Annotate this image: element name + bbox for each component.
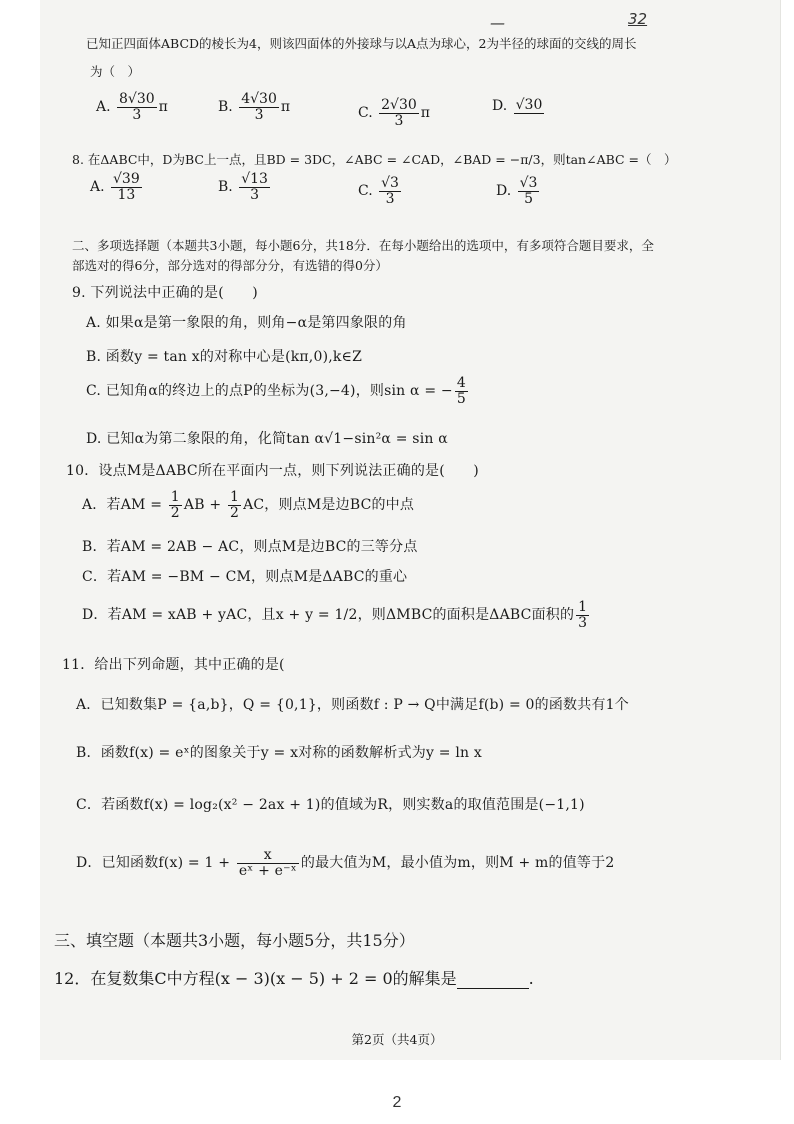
q9-option-c: C. 已知角α的终边上的点P的坐标为(3,−4)，则sin α = − $\frac{4}{5}$ (86, 375, 466, 407)
q12-stem: 12．在复数集C中方程(x − 3)(x − 5) + 2 = 0的解集是 . (54, 969, 534, 988)
q8-stem: 8. 在ΔABC中，D为BC上一点，且BD = 3DC，∠ABC = ∠CAD，∠BAD = −π/3，则tan∠ABC =（ ） (72, 152, 677, 167)
q11-option-d: D．已知函数f(x) = 1 + $\frac{x}{\text{eˣ + e⁻ˣ}}$ 的最大值为M，最小值为m，则M + m的值等于2 (76, 847, 615, 879)
q8-option-a: A. $\frac{√39}{13}$ (90, 171, 140, 203)
q7-option-c: C. $\frac{2√30}{3}$ π (358, 97, 430, 129)
q9-option-d: D. 已知α为第二象限的角，化简tan α√1−sin²α = sin α (86, 431, 448, 447)
q11-option-b: B．函数f(x) = eˣ的图象关于y = x对称的函数解析式为y = ln x (76, 745, 482, 761)
q12-answer-blank[interactable] (457, 972, 529, 989)
q10-option-b: B．若AM = 2AB − AC，则点M是边BC的三等分点 (82, 539, 418, 555)
q7-option-a: A. $\frac{8√30}{3}$ π (96, 91, 168, 123)
handwritten-dash: — (490, 14, 505, 32)
q8-option-b: B. $\frac{√13}{3}$ (218, 171, 268, 203)
q11-stem: 11．给出下列命题，其中正确的是( (62, 657, 285, 673)
q8-option-d: D. $\frac{√3}{5}$ (496, 175, 538, 207)
q9-stem: 9. 下列说法中正确的是( ) (72, 285, 258, 301)
q7-option-d: D. √30 (492, 97, 543, 114)
section2-header-line2: 部选对的得6分，部分选对的得部分分，有选错的得0分） (72, 258, 388, 273)
handwritten-number: 32 (628, 10, 648, 28)
q7-stem: 已知正四面体ABCD的棱长为4，则该四面体的外接球与以A点为球心，2为半径的球面的交线的周长 (86, 36, 637, 51)
section3-header: 三、填空题（本题共3小题，每小题5分，共15分） (54, 931, 415, 950)
q10-option-a: A．若AM = $\frac{1}{2}$ AB + $\frac{1}{2}$ AC，则点M是边BC的中点 (82, 489, 415, 521)
q7-option-b: B. $\frac{4√30}{3}$ π (218, 91, 291, 123)
section2-header-line1: 二、多项选择题（本题共3小题，每小题6分，共18分．在每小题给出的选项中，有多项符合题目要求，全 (72, 238, 654, 253)
q9-option-a: A. 如果α是第一象限的角，则角−α是第四象限的角 (86, 315, 407, 331)
q10-option-d: D．若AM = xAB + yAC，且x + y = 1/2，则ΔMBC的面积是ΔABC面积的 $\frac{1}{3}$ (82, 599, 588, 631)
page-number: 2 (392, 1094, 402, 1111)
q10-stem: 10．设点M是ΔABC所在平面内一点，则下列说法正确的是( ) (66, 463, 479, 479)
page-footer-label: 第2页（共4页） (351, 1032, 443, 1047)
q11-option-c: C．若函数f(x) = log₂(x² − 2ax + 1)的值域为R，则实数a的取值范围是(−1,1) (76, 797, 585, 813)
q10-option-c: C．若AM = −BM − CM，则点M是ΔABC的重心 (82, 569, 408, 585)
q8-option-c: C. $\frac{√3}{3}$ (358, 175, 399, 207)
q11-option-a: A．已知数集P = {a,b}，Q = {0,1}，则函数f : P → Q中满足f(b) = 0的函数共有1个 (76, 697, 629, 713)
q7-stem-cont: 为（ ） (90, 64, 141, 79)
q9-option-b: B. 函数y = tan x的对称中心是(kπ,0),k∈Z (86, 349, 363, 365)
